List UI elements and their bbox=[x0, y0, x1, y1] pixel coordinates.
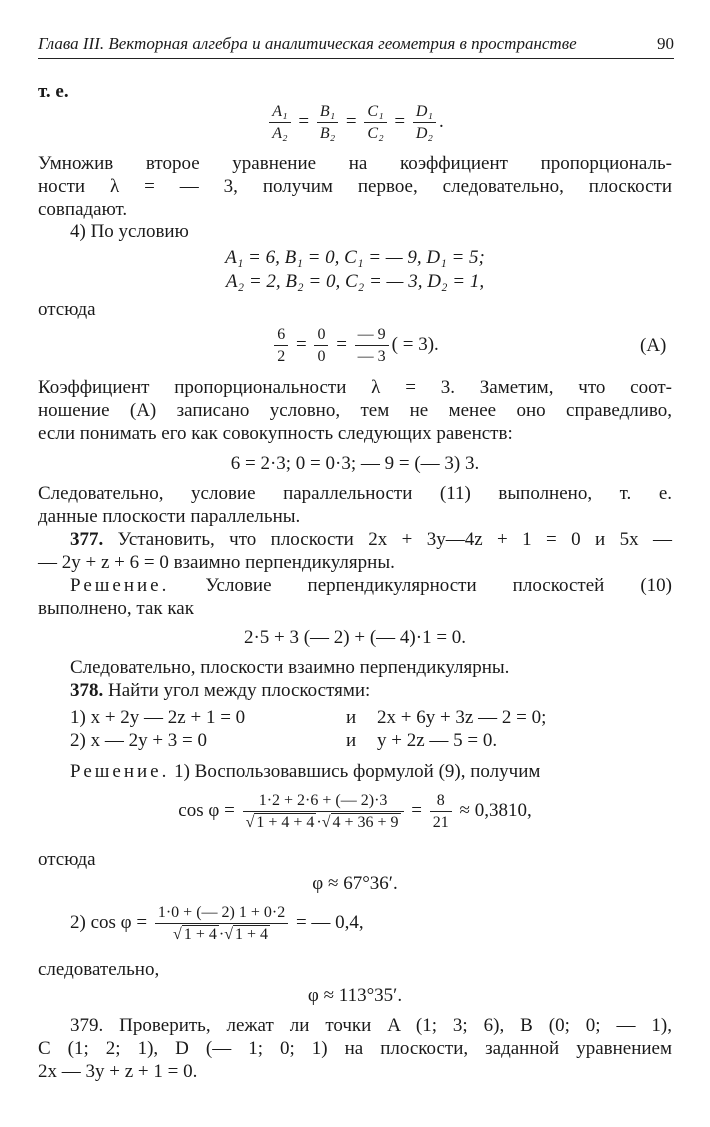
text-line: Следовательно, плоскости взаимно перпендикулярны. bbox=[70, 657, 510, 678]
chapter-title: Глава III. Векторная алгебра и аналитическая геометрия в пространстве bbox=[38, 34, 577, 53]
and-word: и bbox=[346, 730, 357, 751]
fraction-0-0: $\frac{0}{0}$ bbox=[314, 324, 328, 367]
angle-result-1: φ ≈ 67°36′. bbox=[312, 873, 398, 894]
running-header bbox=[38, 30, 674, 59]
fraction-9-3: $\frac{— 9}{— 3}$ bbox=[355, 324, 389, 367]
angle-result-2: φ ≈ 113°35′. bbox=[307, 985, 403, 1006]
text-line: ности λ = — 3, получим первое, следовательно, плоскости bbox=[38, 176, 672, 197]
text-line: C (1; 2; 1), D (— 1; 0; 1) на плоскости, заданной уравнением bbox=[38, 1038, 672, 1059]
text-line: если понимать его как совокупность следующих равенств: bbox=[38, 423, 513, 444]
text-line: отсюда bbox=[38, 299, 96, 320]
plane-pair-1a: 1) x + 2y — 2z + 1 = 0 bbox=[70, 707, 246, 728]
page-number: 90 bbox=[657, 34, 674, 53]
perpendicular-check: 2·5 + 3 (— 2) + (— 4)·1 = 0. bbox=[243, 627, 467, 648]
problem-377-statement: 377. Установить, что плоскости 2x + 3y—4z + 1 = 0 и 5x — bbox=[70, 529, 673, 550]
solution-line: Решение. 1) Воспользовавшись формулой (9), получим bbox=[70, 761, 541, 782]
fraction-8-21: $\frac{8}{21}$ bbox=[430, 790, 452, 833]
text-line: Коэффициент пропорциональности λ = 3. Заметим, что соот- bbox=[38, 377, 672, 398]
problem-378-statement: 378. Найти угол между плоскостями: bbox=[70, 680, 371, 701]
plane-pair-1b: 2x + 6y + 3z — 2 = 0; bbox=[377, 707, 547, 728]
text-line: отсюда bbox=[38, 849, 96, 870]
solution-line: Решение. Условие перпендикулярности плоскостей (10) bbox=[70, 575, 672, 596]
text-line: 4) По условию bbox=[70, 221, 189, 242]
fraction-d: $\frac{\text{D₁}}{\text{D₂}}$ bbox=[413, 101, 436, 144]
cos-formula-1: cos φ = $\frac{1\cdot 2 + 2\cdot 6 + (— 2)\cdot 3}{√ 1 + 4 + 4 \cdot√ 4 + 36 + 9}$ = $\frac{8}{21}$ ≈ 0,3810, bbox=[178, 792, 532, 832]
equation-a: $\frac{6}{2}$ = $\frac{0}{0}$ = $\frac{— 9}{— 3}$ ( = 3). bbox=[0, 322, 710, 368]
fraction-a: $\frac{\text{A₁}}{\text{A₂}}$ bbox=[269, 101, 290, 144]
text-line: Умножив второе уравнение на коэффициент пропорциональ- bbox=[38, 153, 672, 174]
text-line: 2x — 3y + z + 1 = 0. bbox=[38, 1061, 198, 1082]
text-line: следовательно, bbox=[38, 959, 160, 980]
coefficients-line-1: A₁ = 6, B₁ = 0, C₁ = — 9, D₁ = 5; bbox=[225, 247, 485, 268]
text-line: ношение (A) записано условно, тем не менее оно справедливо, bbox=[38, 400, 672, 421]
cos-fraction-1: $\frac{1\cdot 2 + 2\cdot 6 + (— 2)\cdot 3}{√ 1 + 4 + 4 \cdot√ 4 + 36 + 9}$ bbox=[243, 790, 404, 833]
and-word: и bbox=[346, 707, 357, 728]
equalities: 6 = 2·3; 0 = 0·3; — 9 = (— 3) 3. bbox=[230, 453, 480, 474]
text-line: совпадают. bbox=[38, 199, 128, 220]
fraction-c: $\frac{\text{C₁}}{\text{C₂}}$ bbox=[364, 101, 386, 144]
ratio-equation: $\frac{\text{A₁}}{\text{A₂}}$ = $\frac{\text{B₁}}{\text{B₂}}$ = $\frac{\text{C₁}}{\text{C₂}}$ = $\frac{\text{D₁}}{\text{D₂}}$ . bbox=[0, 100, 710, 144]
te-label: т. е. bbox=[38, 81, 69, 102]
fraction-b: $\frac{\text{B₁}}{\text{B₂}}$ bbox=[317, 101, 338, 144]
text-line: данные плоскости параллельны. bbox=[38, 506, 301, 527]
problem-379-statement: 379. Проверить, лежат ли точки A (1; 3; 6), B (0; 0; — 1), bbox=[70, 1015, 672, 1036]
solution-label: Решение. bbox=[70, 575, 170, 596]
cos-fraction-2: $\frac{1\cdot 0 + (— 2) 1 + 0\cdot 2}{√ 1 + 4 \cdot√ 1 + 4}$ bbox=[155, 902, 288, 945]
text-line: Следовательно, условие параллельности (11) выполнено, т. е. bbox=[38, 483, 672, 504]
solution-label: Решение. bbox=[70, 761, 170, 782]
plane-pair-2a: 2) x — 2y + 3 = 0 bbox=[70, 730, 208, 751]
coefficients-line-2: A₂ = 2, B₂ = 0, C₂ = — 3, D₂ = 1, bbox=[225, 271, 485, 292]
plane-pair-2b: y + 2z — 5 = 0. bbox=[377, 730, 498, 751]
text-line: выполнено, так как bbox=[38, 598, 194, 619]
text-line: — 2y + z + 6 = 0 взаимно перпендикулярны. bbox=[38, 552, 395, 573]
cos-formula-2: 2) cos φ = $\frac{1\cdot 0 + (— 2) 1 + 0\cdot 2}{√ 1 + 4 \cdot√ 1 + 4}$ = — 0,4, bbox=[70, 904, 364, 944]
fraction-6-2: $\frac{6}{2}$ bbox=[274, 324, 288, 367]
equation-tag: (A) bbox=[640, 335, 667, 356]
